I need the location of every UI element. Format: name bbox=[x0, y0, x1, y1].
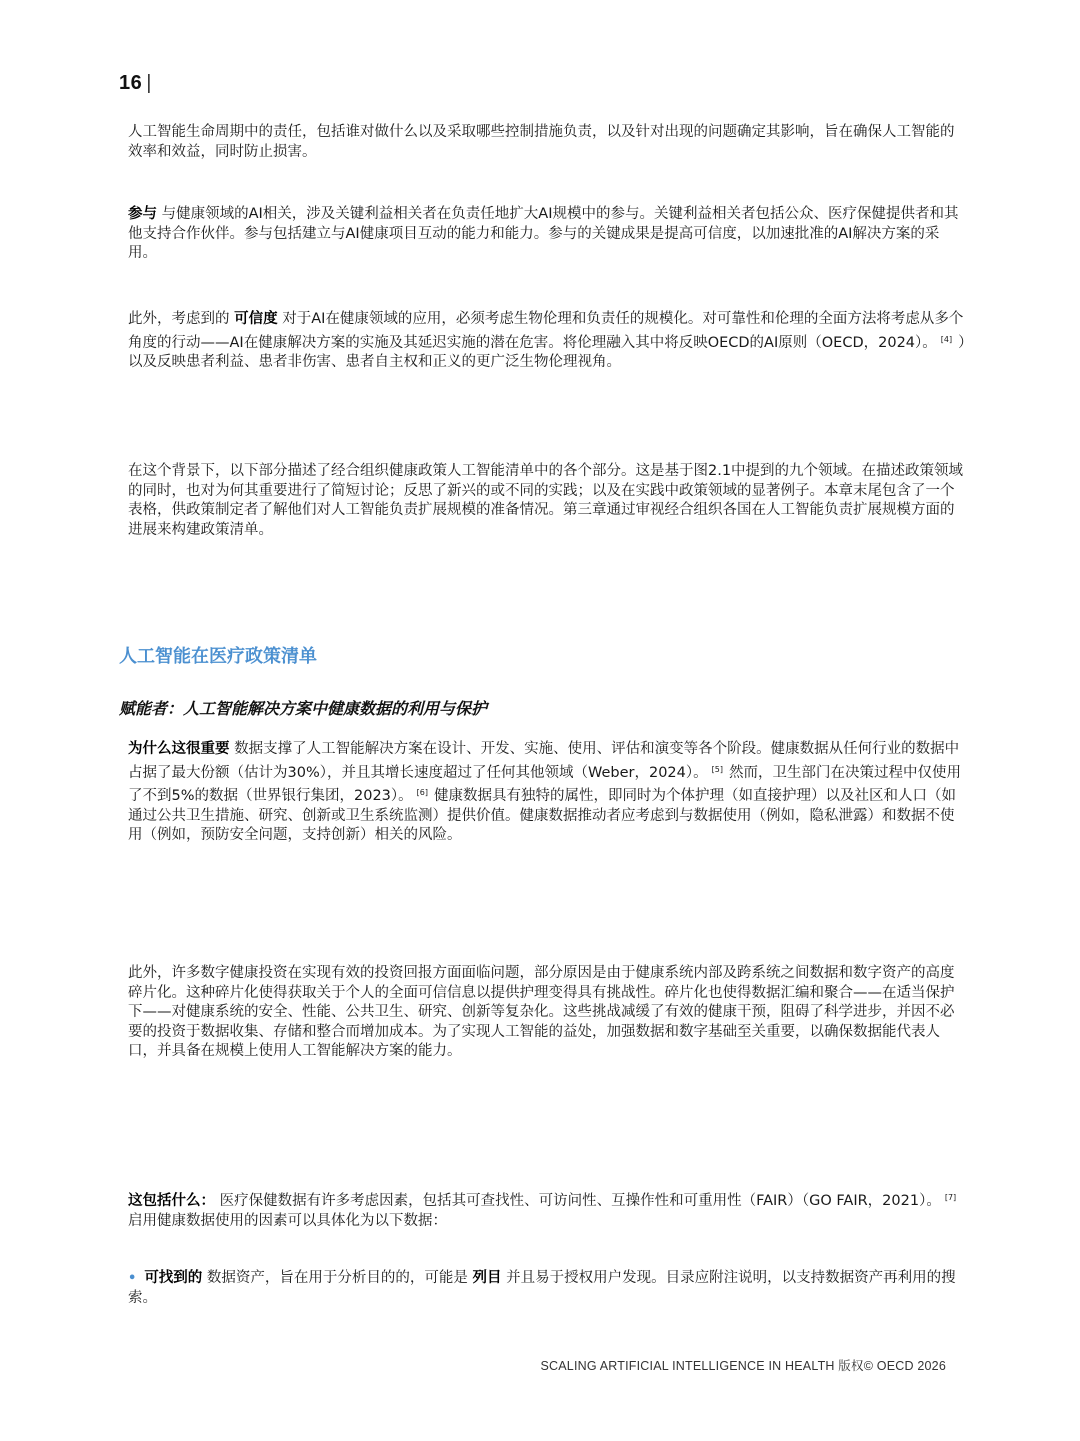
page-number-separator: | bbox=[146, 72, 152, 94]
sub-heading: 赋能者：人工智能解决方案中健康数据的利用与保护 bbox=[119, 699, 488, 718]
why-important-text-1: 数据支撑了人工智能解决方案在设计、开发、实施、使用、评估和演变等各个阶段。健康数据从任何行业的数据中占据了最大份额（估计为30%），并且其增长速度超过了任何其他领域（Weber，2024）。 bbox=[128, 741, 960, 781]
bullet-dot-icon: • bbox=[128, 1271, 137, 1286]
findable-text-1: 数据资产，旨在用于分析目的的，可能是 bbox=[202, 1270, 473, 1286]
what-includes-term: 这包括什么： bbox=[128, 1193, 215, 1209]
why-important-text-2: 然而，卫生部门在决策过程中仅使用了不到5%的数据（世界银行集团，2023）。 bbox=[128, 764, 961, 804]
paragraph-fragmentation bbox=[128, 964, 968, 1062]
reference-5[interactable]: [5] bbox=[711, 764, 723, 774]
page-number bbox=[119, 70, 152, 96]
what-includes-text-1: 医疗保健数据有许多考虑因素，包括其可查找性、可访问性、互操作性和可重用性（FAIR）（GO FAIR，2021）。 bbox=[215, 1193, 941, 1209]
paragraph-why-important bbox=[128, 740, 968, 846]
reference-4[interactable]: [4] bbox=[940, 334, 953, 344]
section-heading: 人工智能在医疗政策清单 bbox=[119, 646, 317, 667]
engagement-term: 参与 bbox=[128, 206, 157, 222]
paragraph-what-includes bbox=[128, 1188, 968, 1231]
reference-7[interactable]: [7] bbox=[944, 1193, 957, 1202]
findable-text-2: 并且易于授权用户发现。目录应附注说明，以支持数据资产再利用的搜索。 bbox=[128, 1270, 956, 1306]
paragraph-accountability bbox=[128, 123, 968, 162]
page-number-value: 16 bbox=[119, 72, 143, 94]
paragraph-engagement bbox=[128, 205, 968, 264]
findable-term: 可找到的 bbox=[144, 1270, 203, 1286]
what-includes-text-2: 启用健康数据使用的因素可以具体化为以下数据： bbox=[128, 1212, 447, 1229]
bullet-findable bbox=[128, 1269, 968, 1308]
paragraph-fragmentation-text: 此外，许多数字健康投资在实现有效的投资回报方面面临问题，部分原因是由于健康系统内部及跨系统之间数据和数字资产的高度碎片化。这种碎片化使得获取关于个人的全面可信信息以提供护理变得具有挑战性。碎片化也使得数据汇编和聚合——在适当保护下——对健康系统的安全、性能、公共卫生、研究、创新等复杂化。这些挑战减缓了有效的健康干预，阻碍了科学进步，并因不必要的投资于数据收集、存储和整合而增加成本。为了实现人工智能的益处，加强数据和数字基础至关重要，以确保数据能代表人口，并具备在规模上使用人工智能解决方案的能力。 bbox=[128, 965, 955, 1059]
trustworthiness-mid: 对于AI在健康领域的应用，必须考虑生物伦理和负责任的规模化。对可靠性和伦理的全面方法将考虑从多个角度的行动——AI在健康解决方案的实施及其延迟实施的潜在危害。将伦理融入其中将反映OECD的AI原则（OECD，2024）。 bbox=[128, 311, 964, 351]
why-important-term: 为什么这很重要 bbox=[128, 741, 230, 757]
reference-6[interactable]: [6] bbox=[416, 788, 428, 797]
paragraph-context-text: 在这个背景下，以下部分描述了经合组织健康政策人工智能清单中的各个部分。这是基于图2.1中提到的九个领域。在描述政策领域的同时，也对为何其重要进行了简短讨论；反思了新兴的或不同的实践；以及在实践中政策领域的显著例子。本章末尾包含了一个表格，供政策制定者了解他们对人工智能负责扩展规模的准备情况。第三章通过审视经合组织各国在人工智能负责扩展规模方面的进展来构建政策清单。 bbox=[128, 463, 964, 538]
engagement-text: 与健康领域的AI相关，涉及关键利益相关者在负责任地扩大AI规模中的参与。关键利益相关者包括公众、医疗保健提供者和其他支持合作伙伴。参与包括建立与AI健康项目互动的能力和能力。参与的关键成果是提高可信度，以加速批准的AI解决方案的采用。 bbox=[128, 206, 959, 261]
footer: SCALING ARTIFICIAL INTELLIGENCE IN HEALTH 版权© OECD 2026 bbox=[540, 1359, 946, 1373]
trustworthiness-post: ）以及反映患者利益、患者非伤害、患者自主权和正义的更广泛生物伦理视角。 bbox=[128, 334, 966, 370]
trustworthiness-pre: 此外，考虑到的 bbox=[128, 311, 235, 327]
why-important-text-3: 健康数据具有独特的属性，即同时为个体护理（如直接护理）以及社区和人口（如通过公共卫生措施、研究、创新或卫生系统监测）提供价值。健康数据推动者应考虑到与数据使用（例如，隐私泄露）和数据不使用（例如，预防安全问题，支持创新）相关的风险。 bbox=[128, 788, 956, 843]
trustworthiness-term: 可信度 bbox=[234, 311, 278, 327]
paragraph-accountability-text: 人工智能生命周期中的责任，包括谁对做什么以及采取哪些控制措施负责，以及针对出现的问题确定其影响，旨在确保人工智能的效率和效益，同时防止损害。 bbox=[128, 124, 955, 160]
paragraph-trustworthiness bbox=[128, 310, 968, 373]
paragraph-context bbox=[128, 462, 968, 540]
cataloged-term: 列目 bbox=[472, 1270, 502, 1286]
